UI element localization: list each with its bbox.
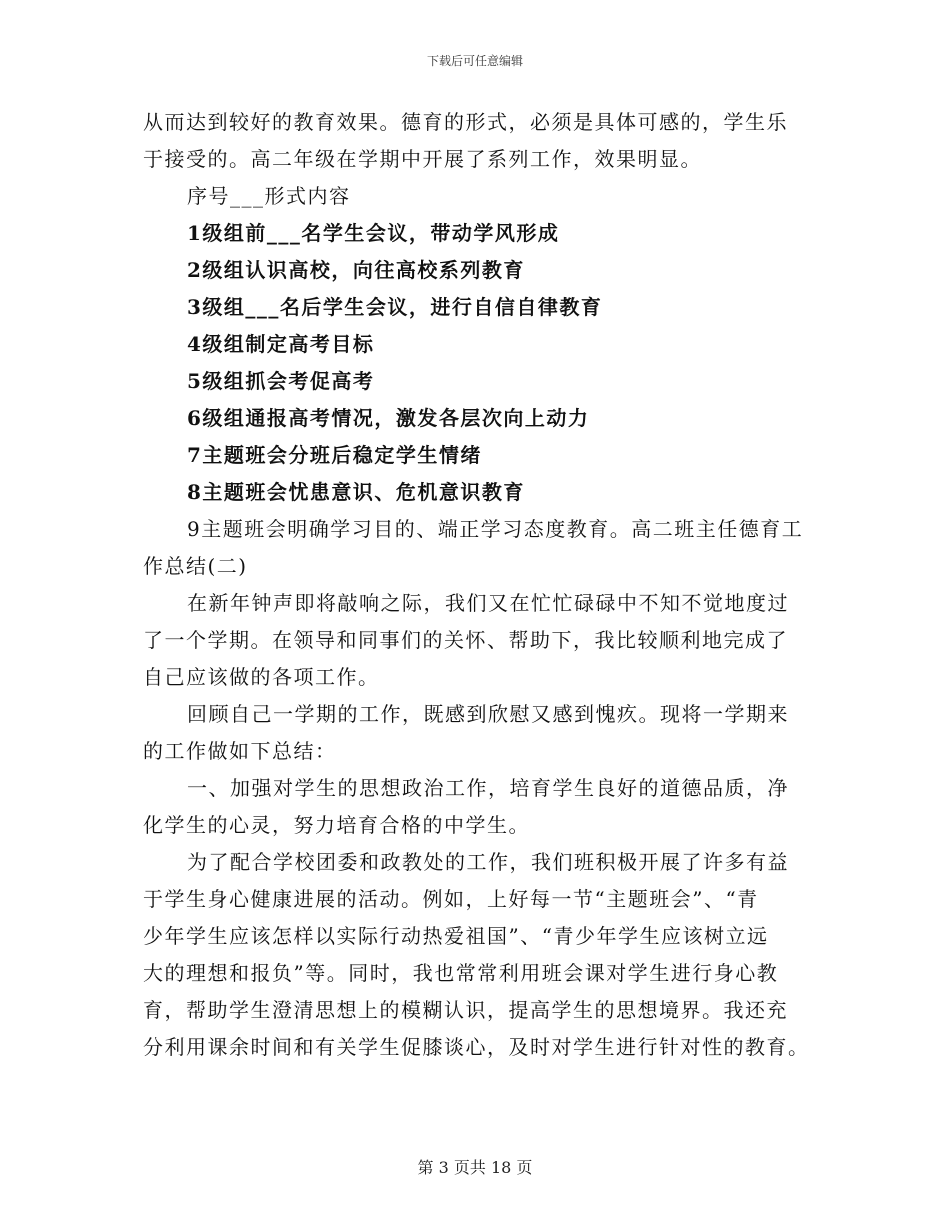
paragraph-line: 化学生的心灵，努力培育合格的中学生。 bbox=[143, 813, 530, 837]
section-title-line: 作总结(二) bbox=[143, 554, 248, 578]
list-item: 4级组制定高考目标 bbox=[187, 332, 375, 356]
paragraph-line: 大的理想和报负”等。同时，我也常常利用班会课对学生进行身心教 bbox=[143, 961, 779, 985]
list-item: 7主题班会分班后稳定学生情绪 bbox=[187, 443, 482, 467]
text-line: 从而达到较好的教育效果。德育的形式，必须是具体可感的，学生乐 bbox=[143, 110, 788, 134]
page-footer: 第 3 页共 18 页 bbox=[417, 1158, 533, 1177]
list-item: 5级组抓会考促高考 bbox=[187, 369, 375, 393]
page-header: 下载后可任意编辑 bbox=[426, 54, 523, 68]
list-item: 8主题班会忧患意识、危机意识教育 bbox=[187, 480, 525, 504]
paragraph-line: 了一个学期。在领导和同事们的关怀、帮助下，我比较顺利地完成了 bbox=[143, 628, 788, 652]
paragraph-line: 分利用课余时间和有关学生促膝谈心，及时对学生进行针对性的教育。 bbox=[143, 1035, 810, 1059]
paragraph-line: 的工作做如下总结： bbox=[143, 739, 337, 763]
paragraph-line: 于学生身心健康进展的活动。例如，上好每一节“主题班会”、“青 bbox=[143, 887, 759, 911]
paragraph-line: 为了配合学校团委和政教处的工作，我们班积极开展了许多有益 bbox=[187, 850, 789, 874]
paragraph-line: 少年学生应该怎样以实际行动热爱祖国”、“青少年学生应该树立远 bbox=[143, 924, 769, 948]
paragraph-line: 自己应该做的各项工作。 bbox=[143, 665, 380, 689]
list-item: 1级组前___名学生会议，带动学风形成 bbox=[187, 221, 560, 245]
text-line: 于接受的。高二年级在学期中开展了系列工作，效果明显。 bbox=[143, 147, 702, 171]
list-item: 2级组认识高校，向往高校系列教育 bbox=[187, 258, 525, 282]
paragraph-line: 在新年钟声即将敲响之际，我们又在忙忙碌碌中不知不觉地度过 bbox=[187, 591, 789, 615]
document-body bbox=[143, 104, 813, 1066]
paragraph-line: 一、加强对学生的思想政治工作，培育学生良好的道德品质，净 bbox=[187, 776, 789, 800]
list-item: 3级组___名后学生会议，进行自信自律教育 bbox=[187, 295, 603, 319]
list-item: 9主题班会明确学习目的、端正学习态度教育。高二班主任德育工 bbox=[187, 517, 804, 541]
paragraph-line: 育，帮助学生澄清思想上的模糊认识，提高学生的思想境界。我还充 bbox=[143, 998, 788, 1022]
list-item: 6级组通报高考情况，激发各层次向上动力 bbox=[187, 406, 590, 430]
table-header-line: 序号___形式内容 bbox=[187, 184, 351, 208]
paragraph-line: 回顾自己一学期的工作，既感到欣慰又感到愧疚。现将一学期来 bbox=[187, 702, 789, 726]
